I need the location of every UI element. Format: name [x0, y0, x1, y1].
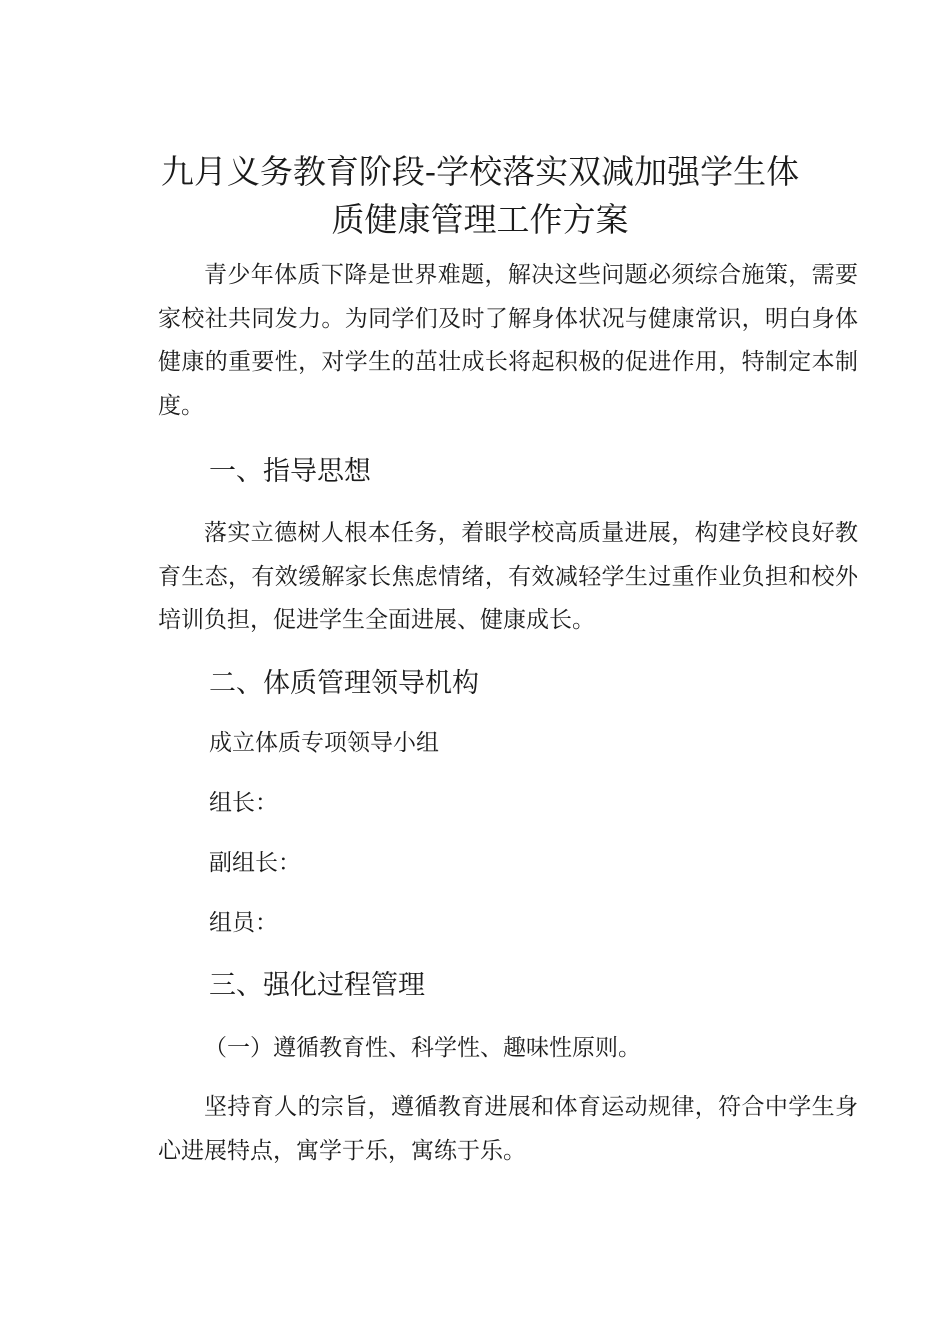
section-heading-leadership: 二、体质管理领导机构: [209, 668, 479, 699]
section-heading-process-management: 三、强化过程管理: [209, 970, 425, 1001]
section-guiding-ideology-body: 落实立德树人根本任务，着眼学校高质量进展，构建学校良好教育生态，有效缓解家长焦虑情绪，有效减轻学生过重作业负担和校外培训负担，促进学生全面进展、健康成长。: [158, 520, 858, 633]
deputy-leader-line: 副组长：: [209, 850, 301, 876]
intro-paragraph: 青少年体质下降是世界难题，解决这些问题必须综合施策，需要家校社共同发力。为同学们及时了解身体状况与健康常识，明白身体健康的重要性，对学生的茁壮成长将起积极的促进作用，特制定本制度。: [158, 262, 858, 419]
section-heading-guiding-ideology: 一、指导思想: [209, 456, 371, 487]
subsection-principles: （一）遵循教育性、科学性、趣味性原则。: [204, 1035, 641, 1061]
section-process-management-body: 坚持育人的宗旨，遵循教育进展和体育运动规律，符合中学生身心进展特点，寓学于乐，寓练于乐。: [158, 1094, 858, 1164]
document-title: 九月义务教育阶段-学校落实双减加强学生体质健康管理工作方案: [160, 152, 800, 239]
members-line: 组员：: [209, 910, 278, 936]
leadership-group-line: 成立体质专项领导小组: [209, 730, 439, 756]
group-leader-line: 组长：: [209, 790, 278, 816]
